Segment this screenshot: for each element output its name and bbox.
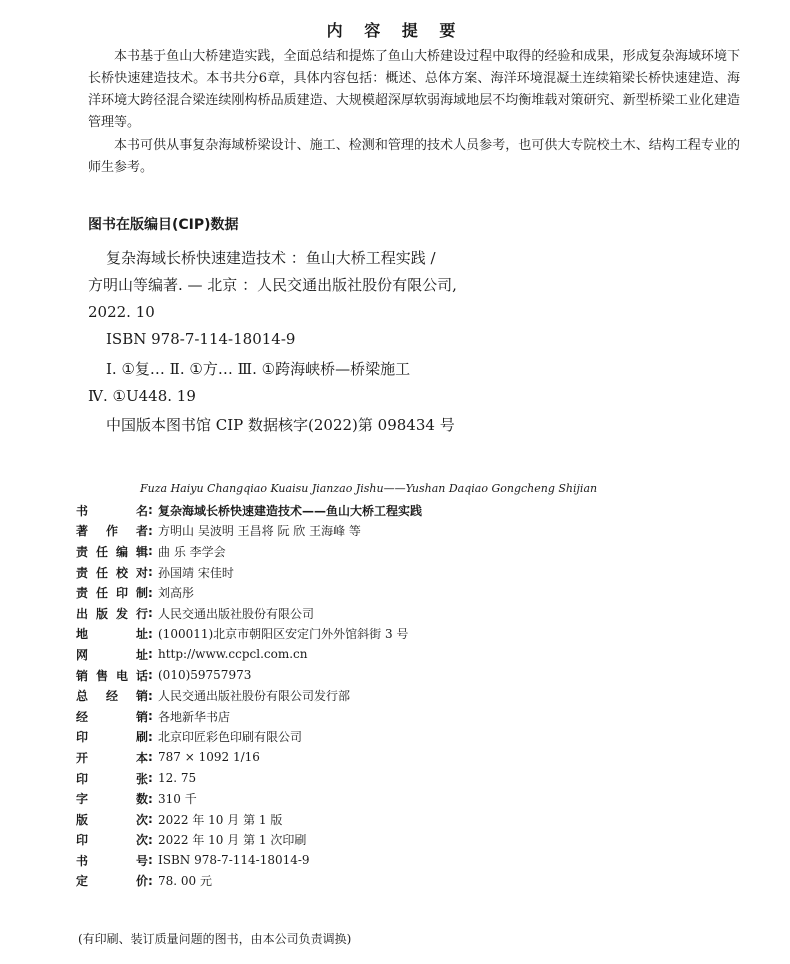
colophon-label: 版次: [76, 812, 148, 827]
cip-line-title: 复杂海域长桥快速建造技术 ：鱼山大桥工程实践 /: [106, 249, 436, 267]
colophon-label: 总经销: [76, 689, 148, 704]
colophon-row: 出版发行 : 人民交通出版社股份有限公司: [76, 603, 756, 624]
colophon-value: 787 × 1092 1/16: [158, 750, 260, 765]
colophon-value: ISBN 978-7-114-18014-9: [158, 853, 310, 868]
colophon-value: 2022 年 10 月 第 1 版: [158, 812, 283, 827]
colophon-value: 各地新华书店: [158, 709, 231, 724]
colophon-row: 经销 : 各地新华书店: [76, 706, 756, 727]
colophon-row: 地址 : (100011)北京市朝阳区安定门外外馆斜街 3 号: [76, 624, 756, 645]
cip-class-line-1: Ⅰ. ①复… Ⅱ. ①方… Ⅲ. ①跨海峡桥—桥梁施工: [106, 360, 411, 378]
quality-note: (有印刷、装订质量问题的图书，由本公司负责调换): [78, 932, 352, 946]
pinyin-title: Fuza Haiyu Changqiao Kuaisu Jianzao Jishu——Yushan Daqiao Gongcheng Shijian: [140, 482, 598, 495]
colophon-row: 印次 : 2022 年 10 月 第 1 次印刷: [76, 830, 756, 851]
colophon-label: 责任印制: [76, 586, 148, 601]
colophon-label: 书名: [76, 503, 148, 518]
cip-line-author: 方明山等编著. — 北京 ：人民交通出版社股份有限公司,: [88, 276, 457, 294]
abstract: [88, 46, 740, 180]
colophon-row: 著作者 : 方明山 吴波明 王昌将 阮 欣 王海峰 等: [76, 521, 756, 542]
cip-entry: [88, 245, 748, 326]
colophon-value: (100011)北京市朝阳区安定门外外馆斜街 3 号: [158, 627, 409, 642]
colophon-label: 开本: [76, 750, 148, 765]
colophon-value: 2022 年 10 月 第 1 次印刷: [158, 833, 307, 848]
cip-class-line-2: Ⅳ. ①U448. 19: [88, 387, 196, 405]
abstract-paragraph-2: 本书可供从事复杂海域桥梁设计、施工、检测和管理的技术人员参考，也可供大专院校土木、结构工程专业的师生参考。: [88, 138, 740, 175]
colophon-row: 网址 : http://www.ccpcl.com.cn: [76, 644, 756, 665]
colophon-row: 责任印制 : 刘高彤: [76, 582, 756, 603]
colophon-label: 网址: [76, 647, 148, 662]
cip-heading: 图书在版编目(CIP)数据: [88, 217, 239, 233]
colophon-label: 印张: [76, 771, 148, 786]
colophon-row: 责任编辑 : 曲 乐 李学会: [76, 541, 756, 562]
colophon-value: 孙国靖 宋佳时: [158, 565, 234, 580]
colophon-value: 复杂海域长桥快速建造技术——鱼山大桥工程实践: [158, 503, 423, 518]
colophon-value: 刘高彤: [158, 586, 195, 601]
colophon-row: 书名 : 复杂海域长桥快速建造技术——鱼山大桥工程实践: [76, 500, 756, 521]
colophon-label: 销售电话: [76, 668, 148, 683]
colophon-value: 78. 00 元: [158, 874, 212, 889]
colophon-row: 总经销 : 人民交通出版社股份有限公司发行部: [76, 685, 756, 706]
cip-line-date: 2022. 10: [88, 303, 155, 321]
cip-isbn: ISBN 978-7-114-18014-9: [106, 330, 296, 348]
colophon-row: 字数 : 310 千: [76, 788, 756, 809]
colophon-row: 书号 : ISBN 978-7-114-18014-9: [76, 850, 756, 871]
colophon-row: 责任校对 : 孙国靖 宋佳时: [76, 562, 756, 583]
colophon-value: 北京印匠彩色印刷有限公司: [158, 730, 303, 745]
colophon-row: 印张 : 12. 75: [76, 768, 756, 789]
colophon-value: 人民交通出版社股份有限公司: [158, 606, 315, 621]
colophon-label: 印刷: [76, 730, 148, 745]
colophon-label: 责任校对: [76, 565, 148, 580]
cip-number: 中国版本图书馆 CIP 数据核字(2022)第 098434 号: [106, 416, 455, 434]
colophon-label: 出版发行: [76, 606, 148, 621]
colophon-table: [76, 500, 756, 891]
colophon-row: 销售电话 : (010)59757973: [76, 665, 756, 686]
colophon-label: 著作者: [76, 524, 148, 539]
colophon-label: 责任编辑: [76, 544, 148, 559]
colophon-value: 人民交通出版社股份有限公司发行部: [158, 689, 351, 704]
colophon-value: 曲 乐 李学会: [158, 544, 226, 559]
colophon-label: 书号: [76, 853, 148, 868]
page-title: 内 容 提 要: [326, 21, 464, 40]
colophon-label: 地址: [76, 627, 148, 642]
colophon-value: 方明山 吴波明 王昌将 阮 欣 王海峰 等: [158, 524, 361, 539]
colophon-value: (010)59757973: [158, 668, 252, 683]
cip-classification: [88, 356, 748, 410]
colophon-label: 印次: [76, 833, 148, 848]
abstract-paragraph-1: 本书基于鱼山大桥建造实践，全面总结和提炼了鱼山大桥建设过程中取得的经验和成果，形成复杂海域环境下长桥快速建造技术。本书共分6章，具体内容包括：概述、总体方案、海洋环境混凝土连续箱梁长桥快速建造、海洋环境大跨径混合梁连续刚构桥品质建造、大规模超深厚软弱海域地层不均衡堆载对策研究、新型桥梁工业化建造管理等。: [88, 49, 740, 130]
colophon-row: 开本 : 787 × 1092 1/16: [76, 747, 756, 768]
colophon-value: 310 千: [158, 792, 197, 807]
colophon-row: 定价 : 78. 00 元: [76, 871, 756, 892]
colophon-value: 12. 75: [158, 771, 197, 786]
colophon-label: 经销: [76, 709, 148, 724]
colophon-row: 版次 : 2022 年 10 月 第 1 版: [76, 809, 756, 830]
colophon-label: 定价: [76, 874, 148, 889]
colophon-label: 字数: [76, 792, 148, 807]
colophon-value: http://www.ccpcl.com.cn: [158, 647, 308, 662]
colophon-row: 印刷 : 北京印匠彩色印刷有限公司: [76, 727, 756, 748]
